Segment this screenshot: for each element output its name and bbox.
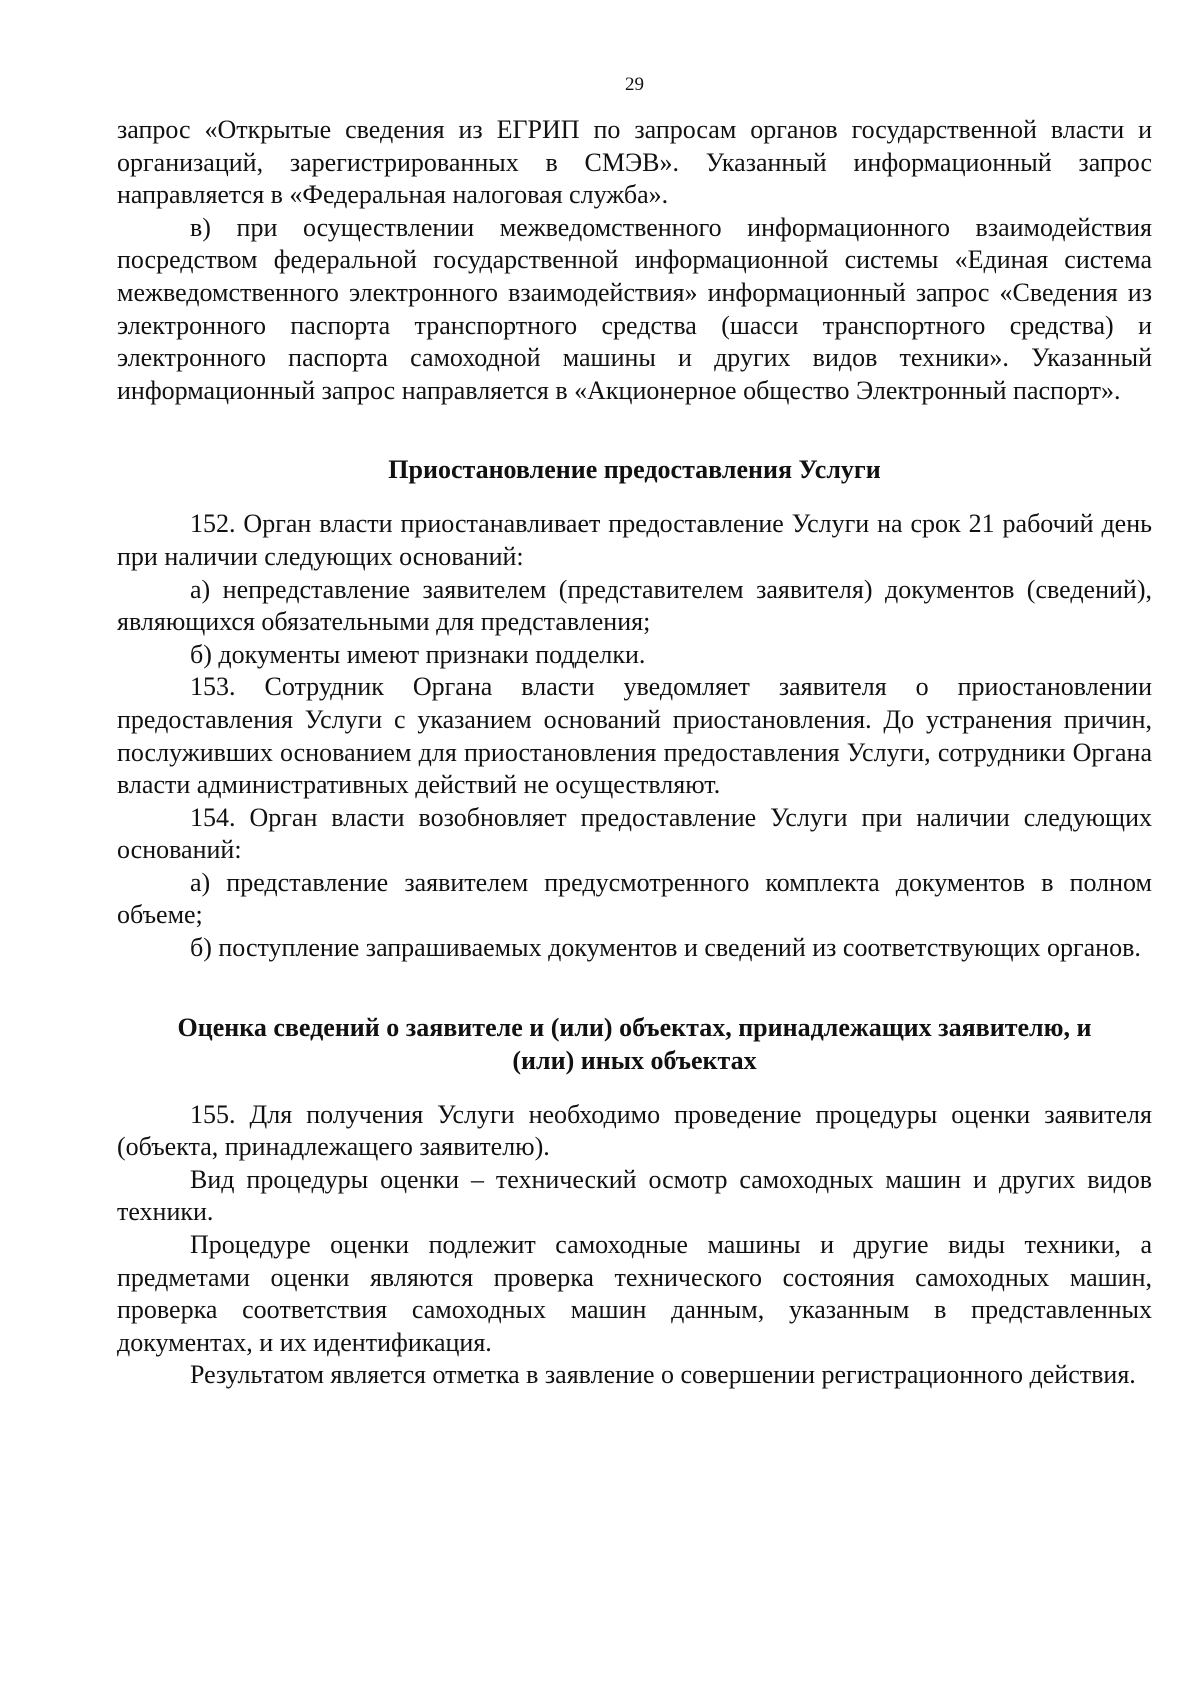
paragraph-procedure-type: Вид процедуры оценки – технический осмотр самоходных машин и других видов техники. <box>117 1164 1152 1227</box>
page-number: 29 <box>625 74 644 95</box>
document-body <box>117 114 1152 1392</box>
spacer <box>117 1077 1152 1099</box>
spacer <box>117 486 1152 508</box>
paragraph-152-a: а) непредставление заявителем (представителем заявителя) документов (сведений), являющихся обязательными для представления; <box>117 574 1152 637</box>
paragraph-electronic-passport-request: в) при осуществлении межведомственного информационного взаимодействия посредством федеральной государственной информационной системы «Единая система межведомственного электронного взаимодействия» информационный запрос «Сведения из электронного паспорта транспортного средства (шасси транспортного средства) и электронного паспорта самоходной машины и других видов техники». Указанный информационный запрос направляется в «Акционерное общество Электронный паспорт». <box>117 212 1152 405</box>
paragraph-assessment-subjects: Процедуре оценки подлежит самоходные машины и другие виды техники, а предметами оценки являются проверка технического состояния самоходных машин, проверка соответствия самоходных машин данным, указанным в представленных документах, и их идентификация. <box>117 1230 1152 1357</box>
paragraph-152-b: б) документы имеют признаки подделки. <box>190 639 646 669</box>
paragraph-154-b: б) поступление запрашиваемых документов и сведений из соответствующих органов. <box>190 933 1141 963</box>
section-heading-assessment <box>117 1011 1152 1077</box>
section-heading-suspension: Приостановление предоставления Услуги <box>388 455 881 485</box>
paragraph-154-a: а) представление заявителем предусмотренного комплекта документов в полном объеме; <box>117 867 1152 930</box>
heading-line-1: Оценка сведений о заявителе и (или) объектах, принадлежащих заявителю, и <box>177 1012 1092 1042</box>
paragraph-155: 155. Для получения Услуги необходимо проведение процедуры оценки заявителя (объекта, принадлежащего заявителю). <box>117 1099 1152 1162</box>
spacer <box>117 407 1152 453</box>
paragraph-result: Результатом является отметка в заявление о совершении регистрационного действия. <box>190 1360 1136 1390</box>
paragraph-154: 154. Орган власти возобновляет предоставление Услуги при наличии следующих оснований: <box>117 802 1152 865</box>
paragraph-egrip-request: запрос «Открытые сведения из ЕГРИП по запросам органов государственной власти и организаций, зарегистрированных в СМЭВ». Указанный информационный запрос направляется в «Федеральная налоговая служба». <box>117 115 1152 210</box>
paragraph-153: 153. Сотрудник Органа власти уведомляет заявителя о приостановлении предоставления Услуги с указанием оснований приостановления. До устранения причин, послуживших основанием для приостановления предоставления Услуги, сотрудники Органа власти административных действий не осуществляют. <box>117 672 1152 800</box>
spacer <box>117 965 1152 1011</box>
paragraph-152: 152. Орган власти приостанавливает предоставление Услуги на срок 21 рабочий день при наличии следующих оснований: <box>117 509 1152 571</box>
heading-line-2: (или) иных объектах <box>512 1045 757 1075</box>
